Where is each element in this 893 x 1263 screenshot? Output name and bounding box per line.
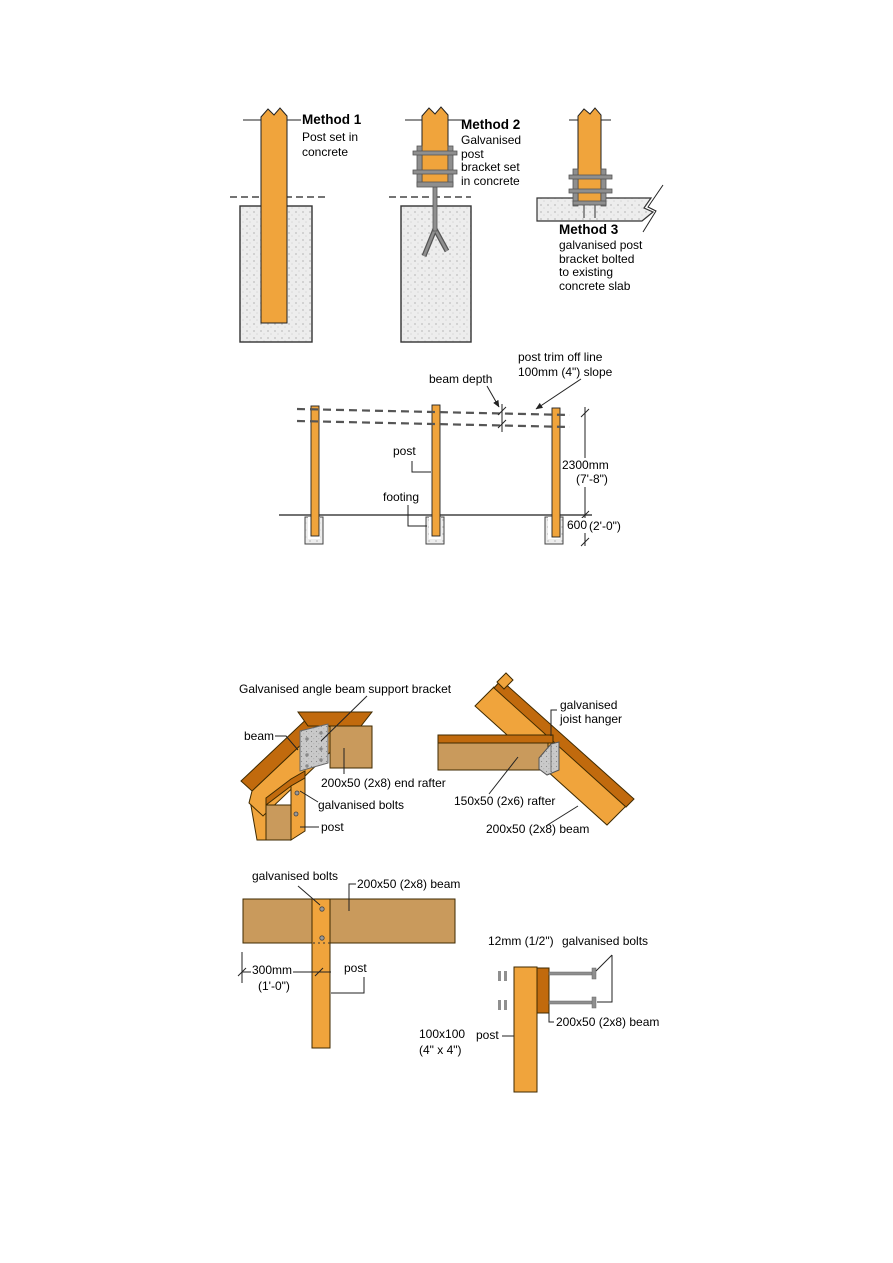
height-dimension-mm: 2300mm — [562, 458, 609, 472]
tee-post — [312, 899, 330, 1048]
side-bolt-tip — [498, 971, 501, 981]
side-bolts-leader-1 — [596, 955, 612, 971]
tee-bolt — [320, 907, 324, 911]
side-bolt-tip — [504, 971, 507, 981]
corner-beam-cap — [298, 712, 372, 726]
method2-bolt — [413, 151, 457, 155]
method2-drawing — [389, 107, 471, 342]
corner-title-label: Galvanised angle beam support bracket — [239, 682, 452, 696]
side-beam-label: 200x50 (2x8) beam — [556, 1015, 660, 1029]
hanger-beam-label: 200x50 (2x8) beam — [486, 822, 590, 836]
side-bolt-head — [592, 997, 596, 1008]
side-bolt-size-label: 12mm (1/2") — [488, 934, 554, 948]
corner-bolt — [295, 791, 299, 795]
post-label-leader — [412, 461, 431, 472]
corner-end-rafter — [330, 726, 372, 768]
corner-angle-bracket — [300, 724, 328, 771]
method2-bolt — [413, 170, 457, 174]
hanger-rafter-face — [438, 743, 548, 770]
beam-depth-label: beam depth — [429, 372, 493, 386]
corner-post-label: post — [321, 820, 344, 834]
method3-title: Method 3 — [559, 222, 619, 237]
method3-bolt — [569, 175, 612, 179]
side-bolt-tip — [504, 1000, 507, 1010]
elevation-footing-label: footing — [383, 490, 420, 504]
elevation-post-1 — [311, 406, 319, 536]
corner-post-front-face — [266, 805, 291, 840]
beam-depth-arrow — [487, 386, 499, 407]
side-beam — [537, 968, 549, 1013]
trim-line-arrow — [536, 379, 581, 409]
method1-title: Method 1 — [302, 112, 362, 127]
side-post-label: post — [476, 1028, 499, 1042]
tee-bolts-label: galvanised bolts — [252, 869, 339, 883]
corner-rafter-label: 200x50 (2x8) end rafter — [321, 776, 446, 790]
side-post — [514, 967, 537, 1092]
tee-offset-ft: (1'-0") — [258, 979, 290, 993]
depth-dimension-ft: (2'-0") — [589, 519, 621, 533]
hanger-rafter-label: 150x50 (2x6) rafter — [454, 794, 556, 808]
method1-description: Post set in concrete — [302, 130, 359, 159]
side-post-size-label: 100x100 (4" x 4") — [419, 1027, 466, 1057]
depth-dimension-mm: 600 — [567, 518, 588, 532]
method1-post — [261, 108, 287, 323]
tee-offset-mm: 300mm — [252, 963, 293, 977]
corner-beam-label: beam — [244, 729, 275, 743]
detail-corner-drawing — [241, 696, 372, 840]
side-bolt-shaft — [549, 972, 592, 975]
elevation-post-label: post — [393, 444, 416, 458]
corner-bolt — [294, 812, 298, 816]
hanger-rafter-top-edge — [438, 735, 553, 743]
side-bolt-head — [592, 968, 596, 979]
side-bolt-tip — [498, 1000, 501, 1010]
method2-description: Galvanised post bracket set in concrete — [461, 133, 522, 188]
side-beam-leader — [549, 1013, 554, 1022]
hanger-label: galvanised joist hanger — [560, 698, 623, 726]
tee-post-leader — [331, 977, 364, 993]
elevation-drawing — [279, 379, 592, 546]
method2-title: Method 2 — [461, 117, 521, 132]
method3-drawing — [537, 108, 663, 232]
method3-bolt — [569, 189, 612, 193]
tee-bolt — [320, 936, 324, 940]
beam-depth-marker — [498, 404, 506, 432]
method3-description: galvanised post bracket bolted to existing concrete slab — [559, 238, 643, 293]
trim-line-label: post trim off line 100mm (4") slope — [518, 350, 613, 379]
tee-beam-label: 200x50 (2x8) beam — [357, 877, 461, 891]
method2-anchor-rod — [433, 187, 437, 231]
side-bolts-label: galvanised bolts — [562, 934, 649, 948]
height-dimension-ft: (7'-8") — [576, 472, 608, 486]
corner-bolts-label: galvanised bolts — [318, 798, 405, 812]
side-bolt-shaft — [549, 1001, 592, 1004]
tee-post-label: post — [344, 961, 367, 975]
corner-post-side-face — [291, 778, 305, 840]
